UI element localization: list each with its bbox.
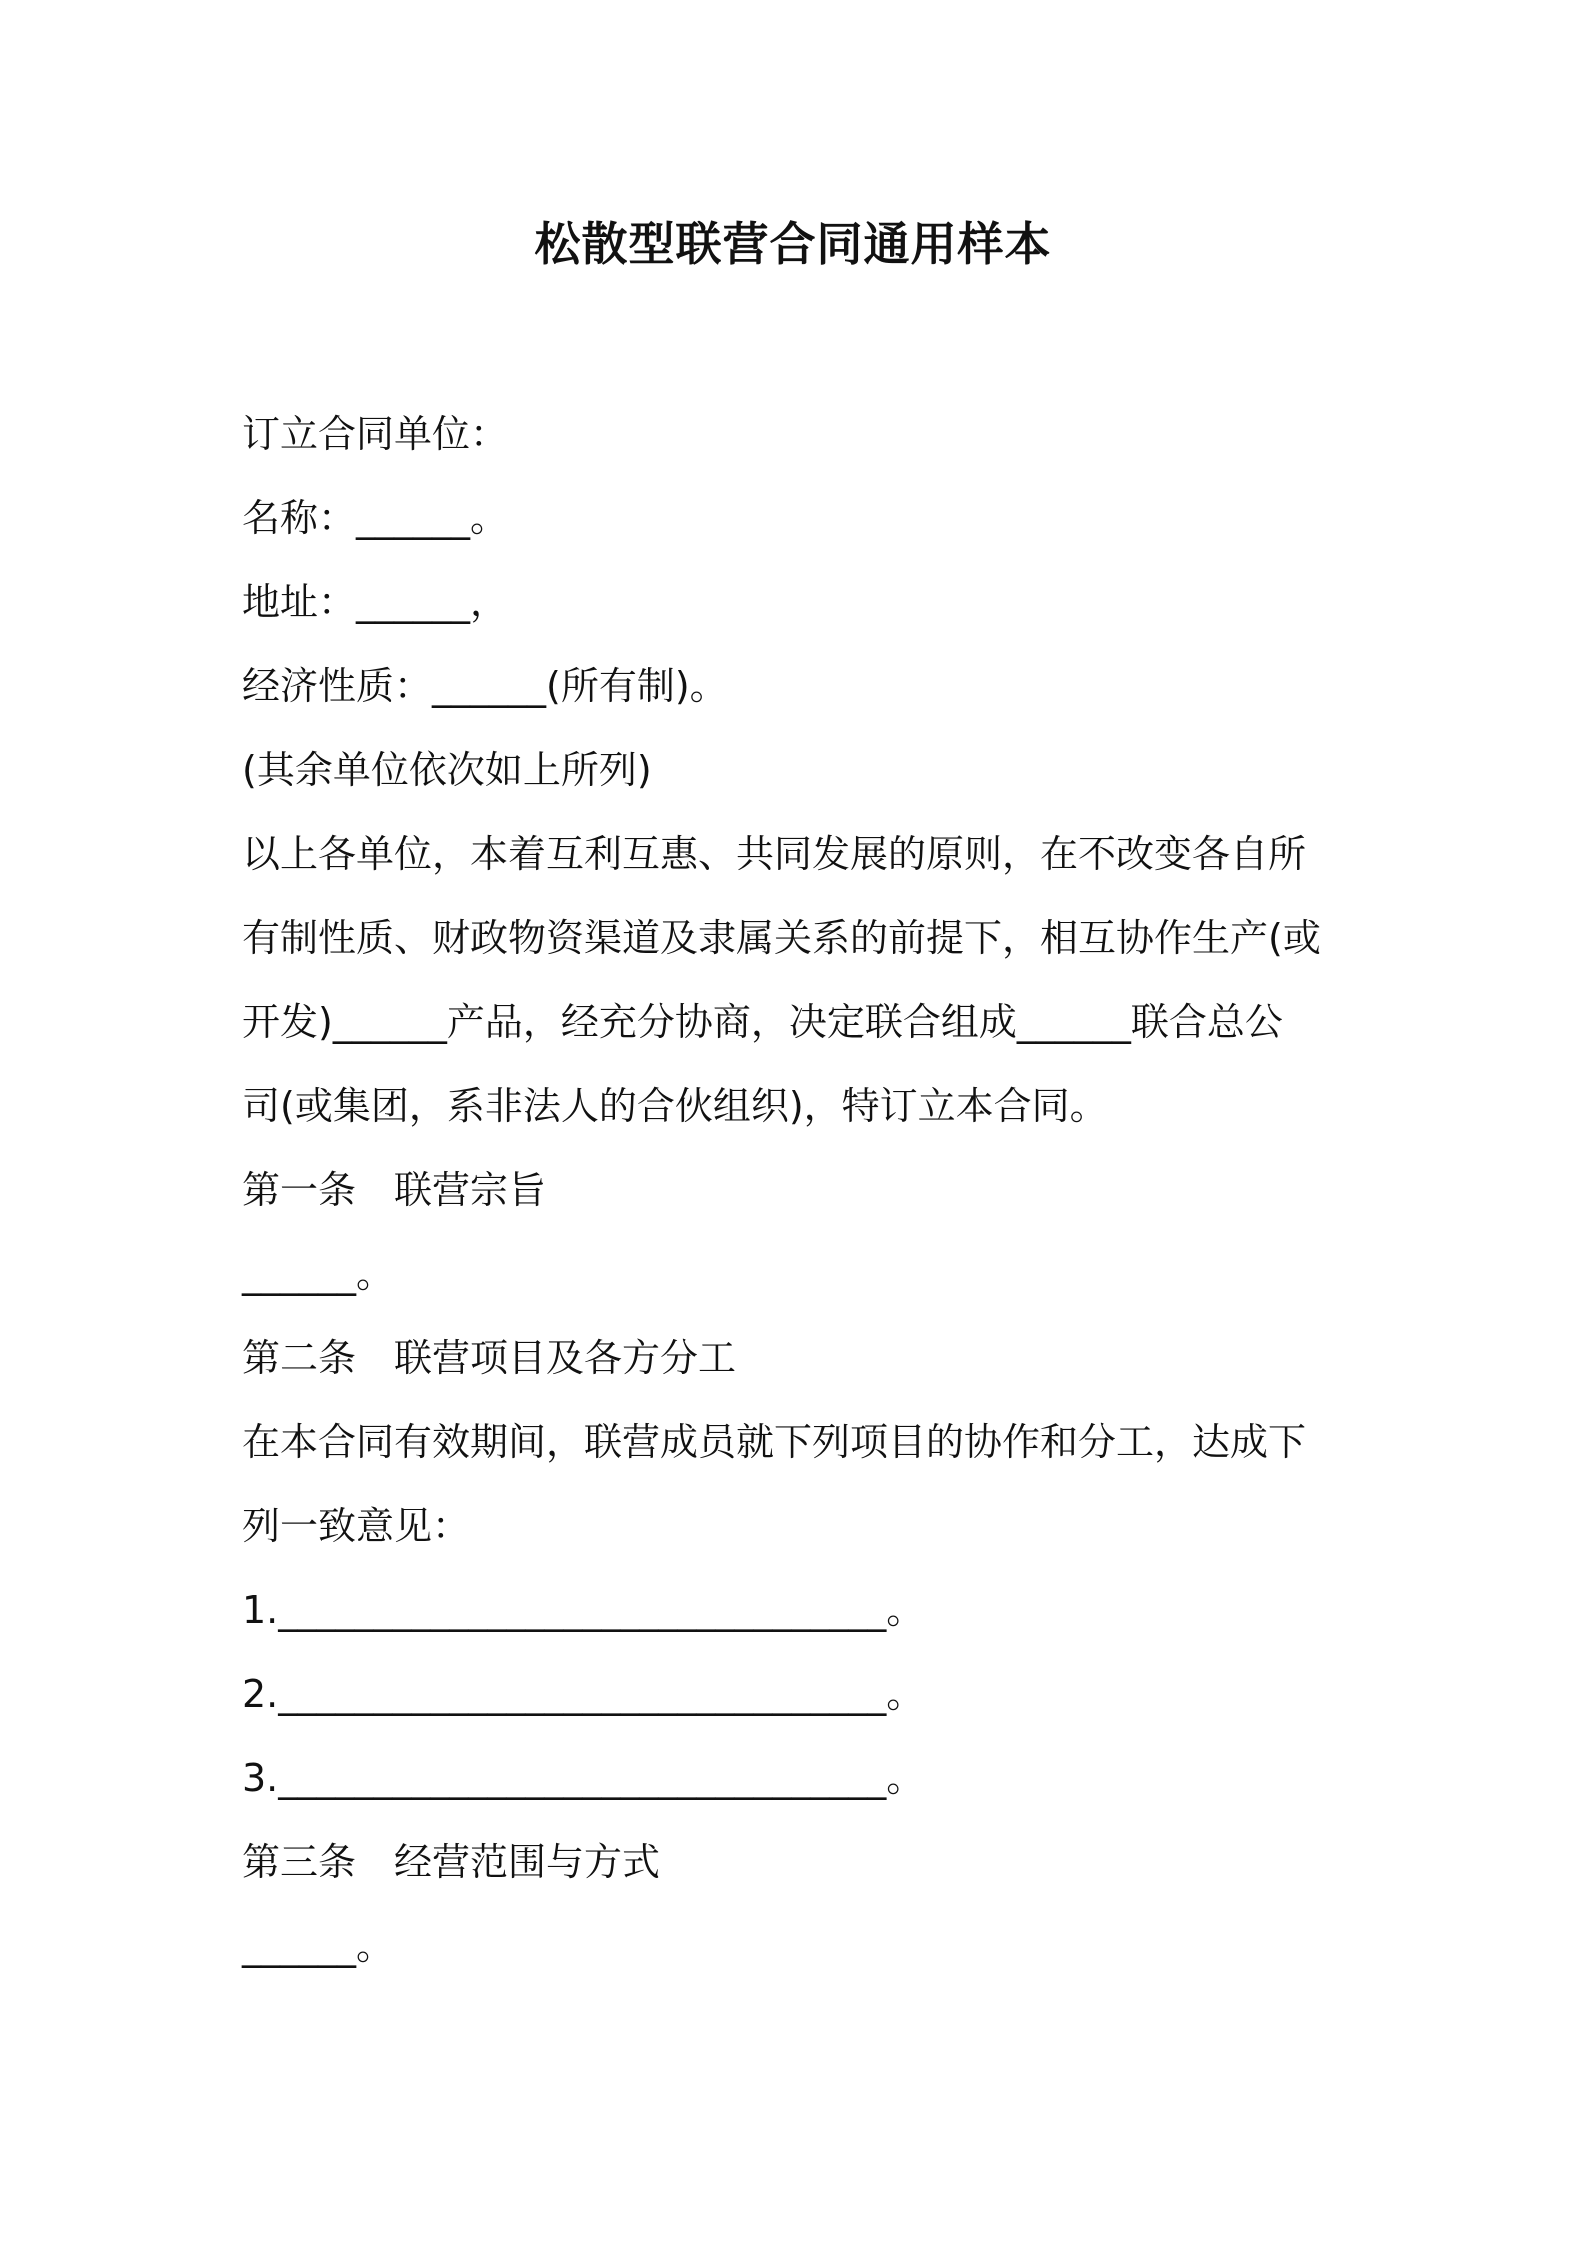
parties-heading: 订立合同单位： [242,412,509,456]
preamble-line-1: 以上各单位，本着互利互惠、共同发展的原则，在不改变各自所 [242,832,1307,876]
article-3-heading: 第三条 经营范围与方式 [242,1840,661,1884]
article-2-item-2: 2.________________________________。 [242,1672,925,1716]
document-title: 松散型联营合同通用样本 [534,217,1052,271]
article-2-item-1: 1.________________________________。 [242,1588,925,1632]
article-3-content: ______。 [242,1924,395,1968]
party-name-line: 名称：______。 [242,496,509,540]
article-2-intro-line-2: 列一致意见： [242,1504,471,1548]
preamble-line-3: 开发)______产品，经充分协商，决定联合组成______联合总公 [242,1000,1283,1044]
article-2-heading: 第二条 联营项目及各方分工 [242,1336,737,1380]
party-nature-line: 经济性质：______(所有制)。 [242,664,728,708]
preamble-line-2: 有制性质、财政物资渠道及隶属关系的前提下，相互协作生产(或 [242,916,1321,960]
party-address-line: 地址：______， [242,580,509,624]
article-2-item-3: 3.________________________________。 [242,1756,925,1800]
article-2-intro-line-1: 在本合同有效期间，联营成员就下列项目的协作和分工，达成下 [242,1420,1307,1464]
article-1-heading: 第一条 联营宗旨 [242,1168,547,1212]
preamble-line-4: 司(或集团，系非法人的合伙组织)，特订立本合同。 [242,1084,1108,1128]
article-1-content: ______。 [242,1252,395,1296]
other-parties-note: (其余单位依次如上所列) [242,748,652,792]
